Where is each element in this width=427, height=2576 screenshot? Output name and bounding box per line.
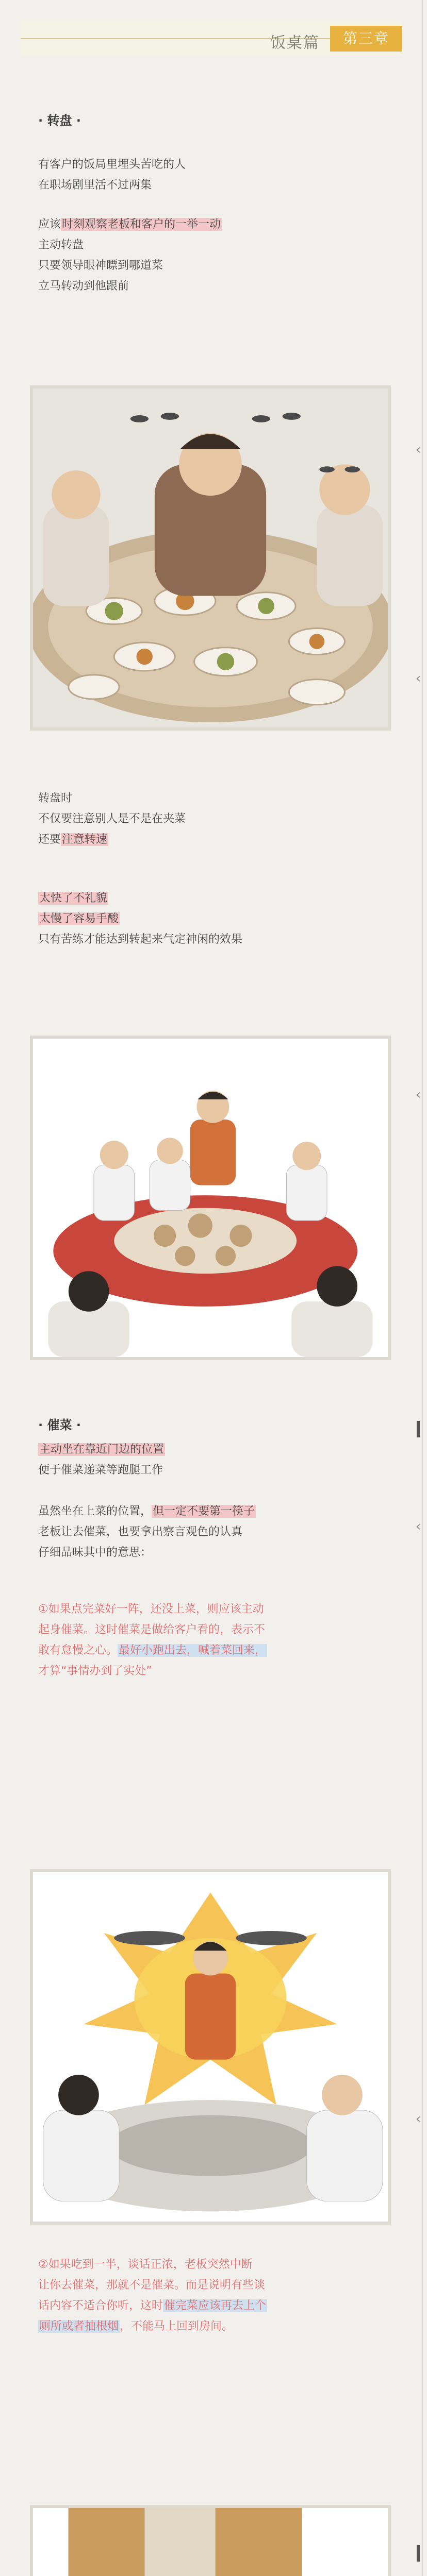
illustration-banquet-table	[30, 385, 391, 731]
illustration-serving-waiter	[30, 1869, 391, 2225]
section-header	[21, 21, 402, 56]
chapter-badge: 第三章	[330, 26, 402, 52]
paragraph: 应该时刻观察老板和客户的一举一动 主动转盘 只要领导眼神瞟到哪道菜 立马转动到他跟前	[38, 218, 221, 293]
chevron-left-icon[interactable]: ‹	[415, 1087, 421, 1103]
paragraph-point-2: ②如果吃到一半，谈话正浓，老板突然中断 让你去催菜，那就不是催菜。而是说明有些谈 话内容不适合你听，这时催完菜应该再去上个 厕所或者抽根烟，不能马上回到房间。	[38, 2258, 267, 2333]
chevron-left-icon[interactable]: ‹	[415, 442, 421, 457]
section-title: 饭桌篇	[270, 34, 320, 52]
scroll-marker	[417, 1421, 420, 1437]
illustration-door-waiter	[30, 2505, 391, 2576]
scroll-marker	[417, 2545, 420, 2562]
paragraph-point-1: ①如果点完菜好一阵，还没上菜，则应该主动 起身催菜。这时催菜是做给客户看的，表示不 敢有怠慢之心。最好小跑出去，喊着菜回来， 才算“事情办到了实处”	[38, 1603, 267, 1677]
paragraph-intro: 虽然坐在上菜的位置，但一定不要第一筷子 老板让去催菜，也要拿出察言观色的认真 仔细品味其中的意思：	[38, 1505, 255, 1559]
chevron-left-icon[interactable]: ‹	[415, 1519, 421, 1534]
illustration-rotating-table	[30, 1036, 391, 1360]
heading-zhuanpan: · 转盘 ·	[38, 113, 81, 128]
paragraph: 转盘时 不仅要注意别人是不是在夹菜 还要注意转速	[38, 792, 186, 846]
paragraph: 主动坐在靠近门边的位置 便于催菜递菜等跑腿工作	[38, 1443, 165, 1477]
heading-cuicai: · 催菜 ·	[38, 1418, 81, 1432]
paragraph: 有客户的饭局里埋头苦吃的人 在职场剧里活不过两集	[38, 158, 186, 192]
chevron-left-icon[interactable]: ‹	[415, 2111, 421, 2127]
chevron-left-icon[interactable]: ‹	[415, 671, 421, 686]
scroll-track	[422, 0, 423, 2576]
paragraph: 太快了不礼貌 太慢了容易手酸 只有苦练才能达到转起来气定神闲的效果	[38, 892, 243, 946]
